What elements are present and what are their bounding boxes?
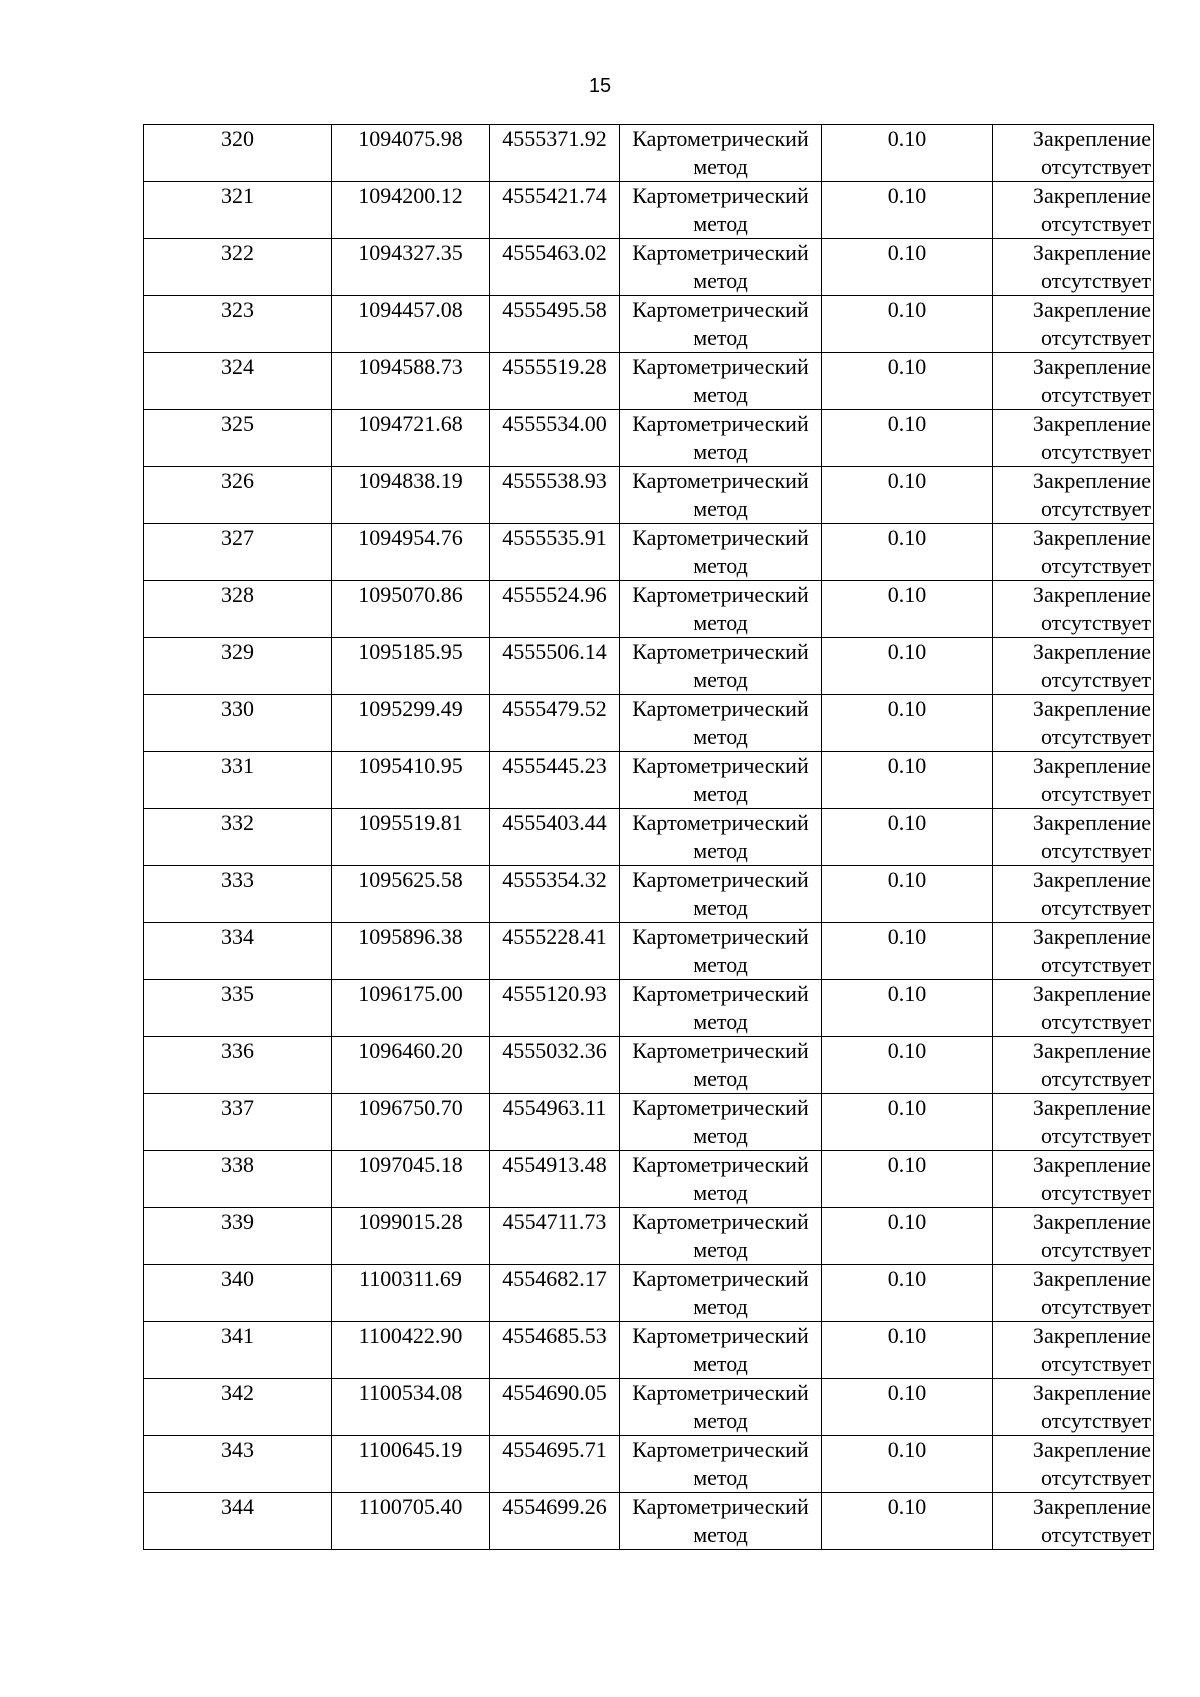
point-number-cell: 332 — [144, 809, 332, 866]
method-cell: Картометрический метод — [620, 923, 822, 980]
table-row — [144, 1379, 1154, 1436]
method-cell: Картометрический метод — [620, 353, 822, 410]
point-number-cell: 320 — [144, 125, 332, 182]
table-row — [144, 1208, 1154, 1265]
fixation-cell: Закрепление отсутствует — [993, 809, 1154, 866]
x-coordinate-cell: 1100311.69 — [332, 1265, 490, 1322]
accuracy-cell: 0.10 — [822, 638, 993, 695]
accuracy-cell: 0.10 — [822, 752, 993, 809]
point-number-cell: 331 — [144, 752, 332, 809]
x-coordinate-cell: 1094200.12 — [332, 182, 490, 239]
fixation-cell: Закрепление отсутствует — [993, 125, 1154, 182]
fixation-cell: Закрепление отсутствует — [993, 353, 1154, 410]
fixation-cell: Закрепление отсутствует — [993, 1379, 1154, 1436]
method-cell: Картометрический метод — [620, 1151, 822, 1208]
accuracy-cell: 0.10 — [822, 1379, 993, 1436]
table-row — [144, 638, 1154, 695]
point-number-cell: 329 — [144, 638, 332, 695]
x-coordinate-cell: 1094588.73 — [332, 353, 490, 410]
point-number-cell: 341 — [144, 1322, 332, 1379]
method-cell: Картометрический метод — [620, 410, 822, 467]
fixation-cell: Закрепление отсутствует — [993, 980, 1154, 1037]
fixation-cell: Закрепление отсутствует — [993, 467, 1154, 524]
table-row — [144, 809, 1154, 866]
accuracy-cell: 0.10 — [822, 695, 993, 752]
fixation-cell: Закрепление отсутствует — [993, 1037, 1154, 1094]
point-number-cell: 335 — [144, 980, 332, 1037]
x-coordinate-cell: 1096460.20 — [332, 1037, 490, 1094]
x-coordinate-cell: 1099015.28 — [332, 1208, 490, 1265]
method-cell: Картометрический метод — [620, 1265, 822, 1322]
point-number-cell: 343 — [144, 1436, 332, 1493]
accuracy-cell: 0.10 — [822, 1436, 993, 1493]
y-coordinate-cell: 4554963.11 — [490, 1094, 620, 1151]
table-row — [144, 1265, 1154, 1322]
method-cell: Картометрический метод — [620, 125, 822, 182]
x-coordinate-cell: 1100422.90 — [332, 1322, 490, 1379]
accuracy-cell: 0.10 — [822, 866, 993, 923]
table-row — [144, 125, 1154, 182]
y-coordinate-cell: 4554913.48 — [490, 1151, 620, 1208]
fixation-cell: Закрепление отсутствует — [993, 866, 1154, 923]
coordinates-table-body — [144, 125, 1154, 1550]
x-coordinate-cell: 1095896.38 — [332, 923, 490, 980]
accuracy-cell: 0.10 — [822, 125, 993, 182]
fixation-cell: Закрепление отсутствует — [993, 410, 1154, 467]
x-coordinate-cell: 1094327.35 — [332, 239, 490, 296]
x-coordinate-cell: 1095299.49 — [332, 695, 490, 752]
x-coordinate-cell: 1100645.19 — [332, 1436, 490, 1493]
y-coordinate-cell: 4555354.32 — [490, 866, 620, 923]
y-coordinate-cell: 4554685.53 — [490, 1322, 620, 1379]
point-number-cell: 340 — [144, 1265, 332, 1322]
accuracy-cell: 0.10 — [822, 1265, 993, 1322]
accuracy-cell: 0.10 — [822, 1094, 993, 1151]
method-cell: Картометрический метод — [620, 1322, 822, 1379]
x-coordinate-cell: 1095410.95 — [332, 752, 490, 809]
table-row — [144, 752, 1154, 809]
y-coordinate-cell: 4554695.71 — [490, 1436, 620, 1493]
point-number-cell: 342 — [144, 1379, 332, 1436]
method-cell: Картометрический метод — [620, 1208, 822, 1265]
method-cell: Картометрический метод — [620, 182, 822, 239]
point-number-cell: 322 — [144, 239, 332, 296]
x-coordinate-cell: 1094838.19 — [332, 467, 490, 524]
method-cell: Картометрический метод — [620, 524, 822, 581]
method-cell: Картометрический метод — [620, 581, 822, 638]
y-coordinate-cell: 4555479.52 — [490, 695, 620, 752]
x-coordinate-cell: 1095519.81 — [332, 809, 490, 866]
accuracy-cell: 0.10 — [822, 524, 993, 581]
method-cell: Картометрический метод — [620, 1379, 822, 1436]
table-row — [144, 980, 1154, 1037]
point-number-cell: 344 — [144, 1493, 332, 1550]
table-row — [144, 296, 1154, 353]
table-row — [144, 410, 1154, 467]
accuracy-cell: 0.10 — [822, 1493, 993, 1550]
accuracy-cell: 0.10 — [822, 1208, 993, 1265]
fixation-cell: Закрепление отсутствует — [993, 695, 1154, 752]
x-coordinate-cell: 1097045.18 — [332, 1151, 490, 1208]
x-coordinate-cell: 1095185.95 — [332, 638, 490, 695]
accuracy-cell: 0.10 — [822, 980, 993, 1037]
fixation-cell: Закрепление отсутствует — [993, 923, 1154, 980]
table-row — [144, 1493, 1154, 1550]
y-coordinate-cell: 4555403.44 — [490, 809, 620, 866]
fixation-cell: Закрепление отсутствует — [993, 182, 1154, 239]
point-number-cell: 334 — [144, 923, 332, 980]
table-row — [144, 239, 1154, 296]
table-row — [144, 1322, 1154, 1379]
method-cell: Картометрический метод — [620, 809, 822, 866]
fixation-cell: Закрепление отсутствует — [993, 1265, 1154, 1322]
table-row — [144, 1094, 1154, 1151]
x-coordinate-cell: 1095625.58 — [332, 866, 490, 923]
point-number-cell: 326 — [144, 467, 332, 524]
fixation-cell: Закрепление отсутствует — [993, 524, 1154, 581]
y-coordinate-cell: 4555371.92 — [490, 125, 620, 182]
table-row — [144, 353, 1154, 410]
accuracy-cell: 0.10 — [822, 182, 993, 239]
x-coordinate-cell: 1094457.08 — [332, 296, 490, 353]
fixation-cell: Закрепление отсутствует — [993, 296, 1154, 353]
method-cell: Картометрический метод — [620, 1493, 822, 1550]
method-cell: Картометрический метод — [620, 638, 822, 695]
accuracy-cell: 0.10 — [822, 1322, 993, 1379]
method-cell: Картометрический метод — [620, 296, 822, 353]
y-coordinate-cell: 4554682.17 — [490, 1265, 620, 1322]
x-coordinate-cell: 1096750.70 — [332, 1094, 490, 1151]
point-number-cell: 323 — [144, 296, 332, 353]
x-coordinate-cell: 1095070.86 — [332, 581, 490, 638]
table-row — [144, 923, 1154, 980]
page-number: 15 — [588, 75, 612, 97]
accuracy-cell: 0.10 — [822, 1151, 993, 1208]
point-number-cell: 325 — [144, 410, 332, 467]
accuracy-cell: 0.10 — [822, 353, 993, 410]
y-coordinate-cell: 4555506.14 — [490, 638, 620, 695]
accuracy-cell: 0.10 — [822, 467, 993, 524]
accuracy-cell: 0.10 — [822, 809, 993, 866]
point-number-cell: 338 — [144, 1151, 332, 1208]
y-coordinate-cell: 4555421.74 — [490, 182, 620, 239]
table-row — [144, 524, 1154, 581]
accuracy-cell: 0.10 — [822, 1037, 993, 1094]
x-coordinate-cell: 1094954.76 — [332, 524, 490, 581]
fixation-cell: Закрепление отсутствует — [993, 1208, 1154, 1265]
x-coordinate-cell: 1100705.40 — [332, 1493, 490, 1550]
method-cell: Картометрический метод — [620, 980, 822, 1037]
y-coordinate-cell: 4555495.58 — [490, 296, 620, 353]
point-number-cell: 330 — [144, 695, 332, 752]
method-cell: Картометрический метод — [620, 467, 822, 524]
method-cell: Картометрический метод — [620, 1037, 822, 1094]
x-coordinate-cell: 1094075.98 — [332, 125, 490, 182]
method-cell: Картометрический метод — [620, 1094, 822, 1151]
y-coordinate-cell: 4555534.00 — [490, 410, 620, 467]
table-row — [144, 1037, 1154, 1094]
fixation-cell: Закрепление отсутствует — [993, 1436, 1154, 1493]
y-coordinate-cell: 4555463.02 — [490, 239, 620, 296]
method-cell: Картометрический метод — [620, 695, 822, 752]
y-coordinate-cell: 4554699.26 — [490, 1493, 620, 1550]
y-coordinate-cell: 4555120.93 — [490, 980, 620, 1037]
y-coordinate-cell: 4555519.28 — [490, 353, 620, 410]
x-coordinate-cell: 1096175.00 — [332, 980, 490, 1037]
fixation-cell: Закрепление отсутствует — [993, 239, 1154, 296]
point-number-cell: 337 — [144, 1094, 332, 1151]
fixation-cell: Закрепление отсутствует — [993, 1493, 1154, 1550]
y-coordinate-cell: 4555228.41 — [490, 923, 620, 980]
y-coordinate-cell: 4555445.23 — [490, 752, 620, 809]
point-number-cell: 333 — [144, 866, 332, 923]
point-number-cell: 324 — [144, 353, 332, 410]
point-number-cell: 328 — [144, 581, 332, 638]
point-number-cell: 321 — [144, 182, 332, 239]
table-row — [144, 1151, 1154, 1208]
point-number-cell: 327 — [144, 524, 332, 581]
method-cell: Картометрический метод — [620, 239, 822, 296]
accuracy-cell: 0.10 — [822, 923, 993, 980]
fixation-cell: Закрепление отсутствует — [993, 1094, 1154, 1151]
y-coordinate-cell: 4555535.91 — [490, 524, 620, 581]
fixation-cell: Закрепление отсутствует — [993, 581, 1154, 638]
fixation-cell: Закрепление отсутствует — [993, 638, 1154, 695]
y-coordinate-cell: 4555538.93 — [490, 467, 620, 524]
y-coordinate-cell: 4555524.96 — [490, 581, 620, 638]
table-row — [144, 467, 1154, 524]
accuracy-cell: 0.10 — [822, 296, 993, 353]
point-number-cell: 336 — [144, 1037, 332, 1094]
fixation-cell: Закрепление отсутствует — [993, 1151, 1154, 1208]
x-coordinate-cell: 1094721.68 — [332, 410, 490, 467]
method-cell: Картометрический метод — [620, 1436, 822, 1493]
table-row — [144, 1436, 1154, 1493]
method-cell: Картометрический метод — [620, 866, 822, 923]
accuracy-cell: 0.10 — [822, 410, 993, 467]
coordinates-table — [143, 124, 1154, 1550]
method-cell: Картометрический метод — [620, 752, 822, 809]
accuracy-cell: 0.10 — [822, 239, 993, 296]
y-coordinate-cell: 4554711.73 — [490, 1208, 620, 1265]
y-coordinate-cell: 4554690.05 — [490, 1379, 620, 1436]
accuracy-cell: 0.10 — [822, 581, 993, 638]
fixation-cell: Закрепление отсутствует — [993, 1322, 1154, 1379]
table-row — [144, 581, 1154, 638]
y-coordinate-cell: 4555032.36 — [490, 1037, 620, 1094]
table-row — [144, 866, 1154, 923]
table-row — [144, 695, 1154, 752]
fixation-cell: Закрепление отсутствует — [993, 752, 1154, 809]
x-coordinate-cell: 1100534.08 — [332, 1379, 490, 1436]
table-row — [144, 182, 1154, 239]
point-number-cell: 339 — [144, 1208, 332, 1265]
